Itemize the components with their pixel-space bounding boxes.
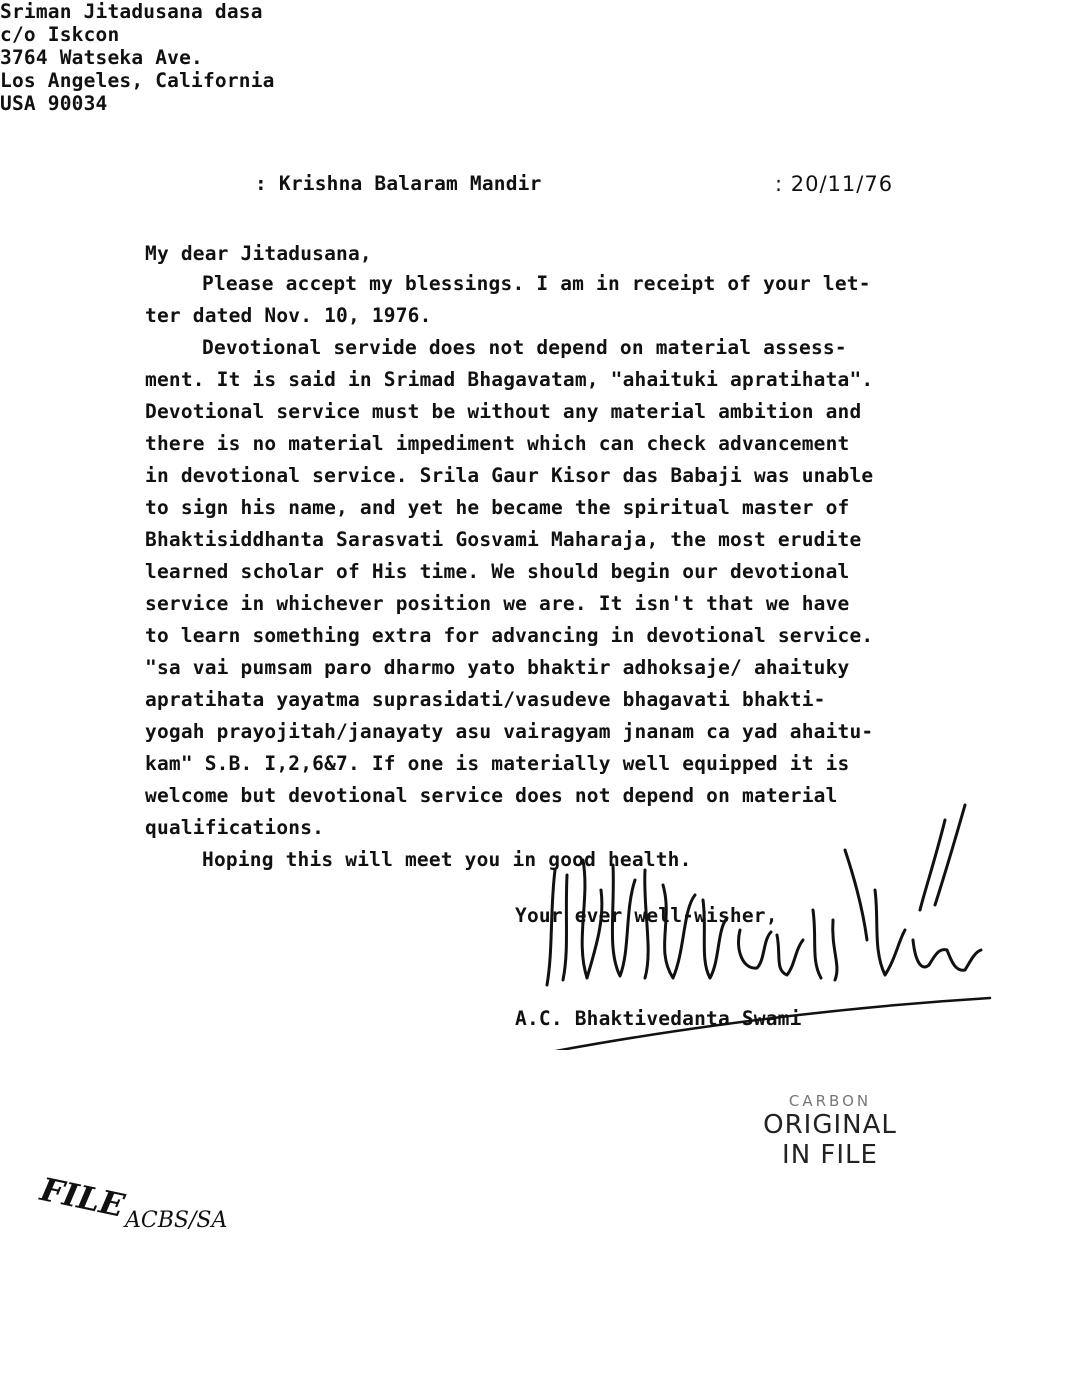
body-line: welcome but devotional service does not depend on material xyxy=(145,784,838,807)
body-line: to sign his name, and yet he became the spiritual master of xyxy=(145,496,850,519)
address-line: USA 90034 xyxy=(0,92,108,115)
body-line: ment. It is said in Srimad Bhagavatam, "ahaituki apratihata". xyxy=(145,368,874,391)
body-line: Bhaktisiddhanta Sarasvati Gosvami Maharaja, the most erudite xyxy=(145,528,862,551)
letter-body xyxy=(145,268,975,876)
body-line: Devotional service must be without any material ambition and xyxy=(145,400,862,423)
recipient-address xyxy=(0,0,1080,115)
address-line: 3764 Watseka Ave. xyxy=(0,46,203,69)
signatory-name: A.C. Bhaktivedanta Swami xyxy=(515,1007,802,1030)
body-line: kam" S.B. I,2,6&7. If one is materially well equipped it is xyxy=(145,752,850,775)
body-line: Please accept my blessings. I am in receipt of your let- xyxy=(202,272,871,295)
body-line: ter dated Nov. 10, 1976. xyxy=(145,304,432,327)
body-line: there is no material impediment which can check advancement xyxy=(145,432,850,455)
letter-date: : 20/11/76 xyxy=(775,172,894,196)
handwritten-file-mark: FILE xyxy=(37,1170,128,1225)
address-line: Sriman Jitadusana dasa xyxy=(0,0,263,23)
body-line: "sa vai pumsam paro dharmo yato bhaktir adhoksaje/ ahaituky xyxy=(145,656,850,679)
stamp-carbon-text: CARBON xyxy=(788,1092,872,1110)
body-line: yogah prayojitah/janayaty asu vairagyam jnanam ca yad ahaitu- xyxy=(145,720,874,743)
stamp-in-file-text: IN FILE xyxy=(782,1140,878,1170)
body-line: learned scholar of His time. We should begin our devotional xyxy=(145,560,850,583)
salutation: My dear Jitadusana, xyxy=(145,242,372,265)
body-line: to learn something extra for advancing in devotional service. xyxy=(145,624,874,647)
letter-place: : Krishna Balaram Mandir xyxy=(255,172,542,195)
carbon-original-stamp xyxy=(740,1092,920,1170)
body-line: apratihata yayatma suprasidati/vasudeve bhagavati bhakti- xyxy=(145,688,826,711)
address-line: c/o Iskcon xyxy=(0,23,120,46)
body-line: qualifications. xyxy=(145,816,325,839)
stamp-original-text: ORIGINAL xyxy=(763,1110,897,1140)
body-line: Devotional servide does not depend on material assess- xyxy=(202,336,847,359)
body-line: in devotional service. Srila Gaur Kisor das Babaji was unable xyxy=(145,464,874,487)
handwritten-initials: ACBS/SA xyxy=(125,1208,228,1233)
closing-phrase: Your ever well-wisher, xyxy=(515,904,778,927)
body-line: service in whichever position we are. It isn't that we have xyxy=(145,592,850,615)
body-line: Hoping this will meet you in good health. xyxy=(202,848,692,871)
address-line: Los Angeles, California xyxy=(0,69,275,92)
